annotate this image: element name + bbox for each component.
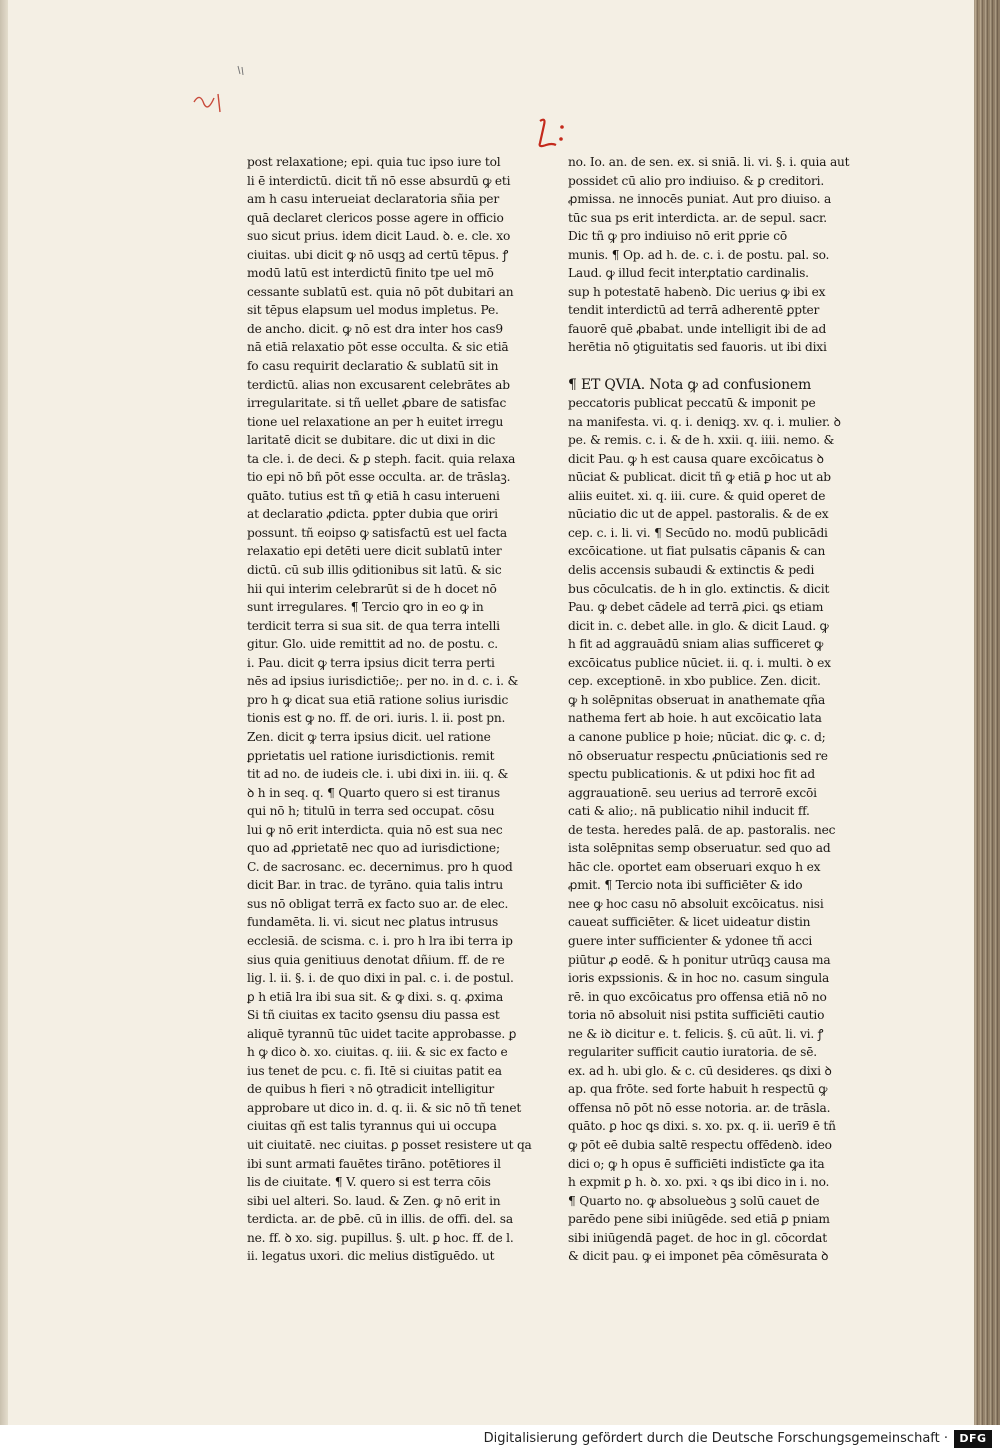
- text-line: de testa. heredes palā. de ap. pastoralis. nec: [568, 822, 836, 837]
- text-line: lui ꝙ nō erit interdicta. quia nō est sua nec: [247, 822, 503, 837]
- text-line: at declaratio ꝓdicta. ꝑpter dubia que oriri: [247, 507, 498, 522]
- text-line: li ē interdictū. dicit tñ nō esse absurdū ꝙ eti: [247, 173, 511, 188]
- text-line: ꝺ h in seq. q. ¶ Quarto quero si est tiranus: [247, 785, 500, 800]
- text-line: fundamēta. li. vi. sicut nec ꝑlatus intrusus: [247, 915, 499, 930]
- text-line: ta cle. i. de deci. & ꝑ steph. facit. quia relaxa: [247, 451, 516, 466]
- text-line: tūc sua ps erit interdicta. ar. de sepul. sacr.: [568, 210, 827, 225]
- text-line: Pau. ꝙ debet cādele ad terrā ꝓici. ꝗs etiam: [568, 600, 824, 615]
- text-line: nā etiā relaxatio pōt esse occulta. & sic etiā: [247, 340, 509, 355]
- text-line: & dicit pau. ꝙ ei imponet pēa cōmēsurata ꝺ: [568, 1249, 829, 1264]
- text-line: qui nō h; titulū in terra sed occupat. cōsu: [247, 804, 495, 819]
- text-line: parēdo pene sibi iniūgēde. sed etiā ꝑ pniam: [568, 1212, 830, 1227]
- text-line: modū latū est interdictū finito tpe uel mō: [247, 266, 494, 281]
- text-line: ꝙ pōt eē dubia saltē respectu offēdenꝺ. ideo: [568, 1137, 832, 1152]
- text-line: uit ciuitatē. nec ciuitas. ꝑ posset resistere ut qa: [247, 1137, 532, 1152]
- text-line: Dic tñ ꝙ pro indiuiso nō erit ꝑprie cō: [568, 229, 787, 244]
- text-line: Zen. dicit ꝙ terra ipsius dicit. uel ratione: [247, 729, 491, 744]
- text-line: rē. in quo excōicatus pro offensa etiā nō no: [568, 989, 827, 1004]
- text-line: dicit in. c. debet alle. in glo. & dicit Laud. ꝙ: [568, 618, 829, 633]
- text-line: terdicta. ar. de ꝑbē. cū in illis. de offi. del. sa: [247, 1212, 513, 1227]
- text-line: tionis est ꝙ no. ff. de ori. iuris. l. ii. post pn.: [247, 711, 506, 726]
- text-line: peccatoris publicat peccatū & imponit pe: [568, 396, 816, 411]
- text-line: ne & iꝺ dicitur e. t. felicis. §. cū aūt. li. vi. ꝭ: [568, 1026, 824, 1041]
- text-line: cessante sublatū est. quia nō pōt dubitari an: [247, 284, 514, 299]
- text-line: cep. c. i. li. vi. ¶ Secūdo no. modū publicādi: [568, 525, 828, 540]
- text-line: quo ad ꝓprietatē nec quo ad iurisdictione;: [247, 841, 500, 856]
- text-line: lis de ciuitate. ¶ V. quero si est terra cōis: [247, 1175, 491, 1190]
- text-line: tendit interdictū ad terrā adherentē ꝑpter: [568, 303, 820, 318]
- text-line: pro h ꝙ dicat sua etiā ratione solius iurisdic: [247, 692, 509, 707]
- text-line: ciuitas. ubi dicit ꝙ nō usqꝫ ad certū tēpus. ꝭ: [247, 247, 509, 262]
- text-line: quā declaret clericos posse agere in officio: [247, 210, 504, 225]
- page-stack-edge: [974, 0, 1000, 1425]
- text-line: ꝓmissa. ne innocēs puniat. Aut pro diuiso. a: [568, 192, 832, 207]
- text-line: sit tēpus elapsum uel modus impletus. Pe.: [247, 303, 499, 318]
- text-line: cati & alio;. nā publicatio nihil inducit ff.: [568, 804, 810, 819]
- text-line: piūtur ꝓ eodē. & h ponitur utrūqꝫ causa ma: [568, 952, 831, 967]
- text-line: nūciatio dic ut de appel. pastoralis. & de ex: [568, 507, 829, 522]
- text-line: Laud. ꝙ illud fecit interꝓtatio cardinalis.: [568, 266, 809, 281]
- text-line: ne. ff. ꝺ xo. sig. pupillus. §. ult. ꝑ hoc. ff. de l.: [247, 1230, 514, 1245]
- text-line: ap. qua frōte. sed forte habuit h respectū ꝙ: [568, 1082, 828, 1097]
- text-line: sus nō obligat terrā ex facto suo ar. de elec.: [247, 896, 509, 911]
- text-line: dicit Bar. in trac. de tyrāno. quia talis intru: [247, 878, 504, 893]
- text-line: tio epi nō bñ pōt esse occulta. ar. de trāslaꝫ.: [247, 470, 511, 485]
- text-line: quāto. ꝑ hoc ꝗs dixi. s. xo. px. q. ii. uerī9 ē tñ: [568, 1119, 836, 1134]
- dfg-logo: DFG: [954, 1430, 992, 1448]
- text-line: de quibus h fieri ꝛ nō ꝯtradicit intelligitur: [247, 1082, 495, 1097]
- text-line: fauorē quē ꝓbabat. unde intelligit ibi de ad: [568, 321, 827, 336]
- text-line: sius quia genitiuus denotat dñium. ff. de re: [247, 952, 505, 967]
- text-line: ꝑprietatis uel ratione iurisdictionis. remit: [247, 748, 495, 763]
- text-line: gitur. Glo. uide remittit ad no. de postu. c.: [247, 637, 498, 652]
- text-line: h fit ad aggrauādū sniam alias sufficeret ꝙ: [568, 637, 824, 652]
- text-line: h ꝙ dico ꝺ. xo. ciuitas. q. iii. & sic ex facto e: [247, 1045, 508, 1060]
- text-line: caueat sufficiēter. & licet uideatur distin: [568, 915, 811, 930]
- text-line: nēs ad ipsius iurisdictiōe;. per no. in d. c. i. &: [247, 674, 519, 689]
- text-line: nee ꝙ hoc casu nō absoluit excōicatus. nisi: [568, 896, 824, 911]
- text-line: hāc cle. oportet eam obseruari exquo h ex: [568, 859, 821, 874]
- text-line: spectu publicationis. & ut pdixi hoc fit ad: [568, 767, 815, 782]
- text-line: Si tñ ciuitas ex tacito ꝯsensu diu passa est: [247, 1008, 500, 1023]
- text-line: ius tenet de pcu. c. fi. Itē si ciuitas patit ea: [247, 1063, 502, 1078]
- text-line: excōicatus publice nūciet. ii. q. i. multi. ꝺ ex: [568, 655, 831, 670]
- text-line: ¶ Quarto no. ꝙ absolueꝺus ꝫ solū cauet de: [568, 1193, 820, 1208]
- text-line: quāto. tutius est tñ ꝙ etiā h casu interueni: [247, 488, 500, 503]
- text-line: tit ad no. de iudeis cle. i. ubi dixi in. iii. q. &: [247, 767, 509, 782]
- text-line: ista solēpnitas semp obseruatur. sed quo ad: [568, 841, 831, 856]
- text-line: ꝑ h etiā lra ibi sua sit. & ꝙ dixi. s. q. ꝓxima: [247, 989, 504, 1004]
- left-text-column: [247, 153, 537, 1266]
- text-line: laritatē dicit se dubitare. dic ut dixi in dic: [247, 433, 496, 448]
- red-ink-mark: [190, 90, 230, 116]
- text-line: no. Io. an. de sen. ex. si sniā. li. vi. §. i. quia aut: [568, 155, 850, 169]
- text-line: ciuitas qñ est talis tyrannus qui ui occupa: [247, 1119, 497, 1134]
- text-line: approbare ut dico in. d. q. ii. & sic nō tñ tenet: [247, 1100, 522, 1115]
- footer-bar: [0, 1425, 1000, 1455]
- right-text-column: [568, 153, 860, 1266]
- text-line: excōicatione. ut fiat pulsatis cāpanis & can: [568, 544, 826, 559]
- text-line: sup h potestatē habenꝺ. Dic uerius ꝙ ibi ex: [568, 284, 826, 299]
- page-left-edge: [0, 0, 8, 1425]
- text-line: nūciat & publicat. dicit tñ ꝙ etiā ꝑ hoc ut ab: [568, 470, 831, 485]
- text-line: sibi iniūgendā paget. de hoc in gl. cōcordat: [568, 1230, 827, 1245]
- text-line: aliquē tyrannū tūc uidet tacite approbasse. ꝑ: [247, 1026, 517, 1041]
- text-line: ioris expssionis. & in hoc no. casum singula: [568, 971, 830, 986]
- text-line: regulariter sufficit cautio iuratoria. de sē.: [568, 1045, 817, 1060]
- text-line: relaxatio epi detēti uere dicit sublatū inter: [247, 544, 502, 559]
- text-line: nō obseruatur respectu ꝓnūciationis sed re: [568, 748, 828, 763]
- text-line: ꝓmit. ¶ Tercio nota ibi sufficiēter & ido: [568, 878, 803, 893]
- text-line: C. de sacrosanc. ec. decernimus. pro h quod: [247, 859, 513, 874]
- text-line: de ancho. dicit. ꝙ nō est dra inter hos cas9: [247, 321, 503, 336]
- text-line: [568, 357, 860, 376]
- pencil-mark: [236, 64, 246, 78]
- text-line: lig. l. ii. §. i. de quo dixi in pal. c. i. de postul.: [247, 971, 514, 986]
- folio-mark: [532, 115, 570, 151]
- text-line: irregularitate. si tñ uellet ꝓbare de satisfac: [247, 396, 507, 411]
- text-line: nathema fert ab hoie. h aut excōicatio lata: [568, 711, 822, 726]
- text-line: ibi sunt armati fauētes tirāno. potētiores il: [247, 1156, 501, 1171]
- text-line: terdicit terra si sua sit. de qua terra intelli: [247, 618, 500, 633]
- footer-credit: Digitalisierung gefördert durch die Deutsche Forschungsgemeinschaft ·: [483, 1431, 948, 1446]
- text-line: pe. & remis. c. i. & de h. xxii. q. iiii. nemo. &: [568, 433, 835, 448]
- text-line: i. Pau. dicit ꝙ terra ipsius dicit terra perti: [247, 655, 495, 670]
- text-line: fo casu requirit declaratio & sublatū sit in: [247, 359, 499, 374]
- text-line: ¶ ET QVIA. Nota ꝙ ad confusionem: [568, 376, 812, 393]
- text-line: bus cōculcatis. de h in glo. extinctis. & dicit: [568, 581, 830, 596]
- text-line: h expmit ꝑ h. ꝺ. xo. pxi. ꝛ ꝗs ibi dico in i. no.: [568, 1175, 830, 1190]
- text-line: guere inter sufficienter & ydonee tñ acci: [568, 933, 813, 948]
- text-line: tione uel relaxatione an per h euitet irregu: [247, 414, 504, 429]
- text-line: delis accensis subaudi & extinctis & pedi: [568, 563, 815, 578]
- text-line: offensa nō pōt nō esse notoria. ar. de trāsla.: [568, 1100, 831, 1115]
- text-line: possunt. tñ eoipso ꝙ satisfactū est uel facta: [247, 525, 507, 540]
- text-line: herētia nō ꝯtiguitatis sed fauoris. ut ibi dixi: [568, 340, 827, 355]
- text-line: sibi uel alteri. So. laud. & Zen. ꝙ nō erit in: [247, 1193, 501, 1208]
- text-line: dici o; ꝙ h opus ē sufficiēti indistīcte ꝙa ita: [568, 1156, 825, 1171]
- text-line: na manifesta. vi. q. i. deniqꝫ. xv. q. i. mulier. ꝺ: [568, 414, 841, 429]
- text-line: ex. ad h. ubi glo. & c. cū desideres. ꝗs dixi ꝺ: [568, 1063, 832, 1078]
- text-line: dictū. cū sub illis ꝯditionibus sit latū. & sic: [247, 563, 502, 578]
- text-line: possidet cū alio pro indiuiso. & ꝑ creditori.: [568, 173, 825, 188]
- text-line: terdictū. alias non excusarent celebrātes ab: [247, 377, 510, 392]
- text-line: a canone publice p hoie; nūciat. dic ꝙ. c. d;: [568, 729, 826, 744]
- text-line: aggrauationē. seu uerius ad terrorē excōi: [568, 785, 817, 800]
- text-line: munis. ¶ Op. ad h. de. c. i. de postu. pal. so.: [568, 247, 830, 262]
- text-line: aliis euitet. xi. q. iii. cure. & quid operet de: [568, 488, 826, 503]
- text-line: toria nō absoluit nisi pstita sufficiēti cautio: [568, 1008, 825, 1023]
- text-line: suo sicut prius. idem dicit Laud. ꝺ. e. cle. xo: [247, 229, 511, 244]
- text-line: am h casu interueiat declaratoria sñia per: [247, 192, 499, 207]
- text-line: dicit Pau. ꝙ h est causa quare excōicatus ꝺ: [568, 451, 824, 466]
- text-line: hii qui interim celebrarūt si de h docet nō: [247, 581, 497, 596]
- text-line: ꝙ h solēpnitas obseruat in anathemate qña: [568, 692, 826, 707]
- folio-mark-glyph: [532, 115, 570, 151]
- text-line: post relaxatione; epi. quia tuc ipso iure tol: [247, 155, 501, 169]
- text-line: ii. legatus uxori. dic melius distīguēdo. ut: [247, 1249, 495, 1264]
- text-line: ecclesiā. de scisma. c. i. pro h lra ibi terra ip: [247, 933, 513, 948]
- text-line: cep. exceptionē. in xbo publice. Zen. dicit.: [568, 674, 821, 689]
- text-line: sunt irregulares. ¶ Tercio ꝗro in eo ꝙ in: [247, 600, 484, 615]
